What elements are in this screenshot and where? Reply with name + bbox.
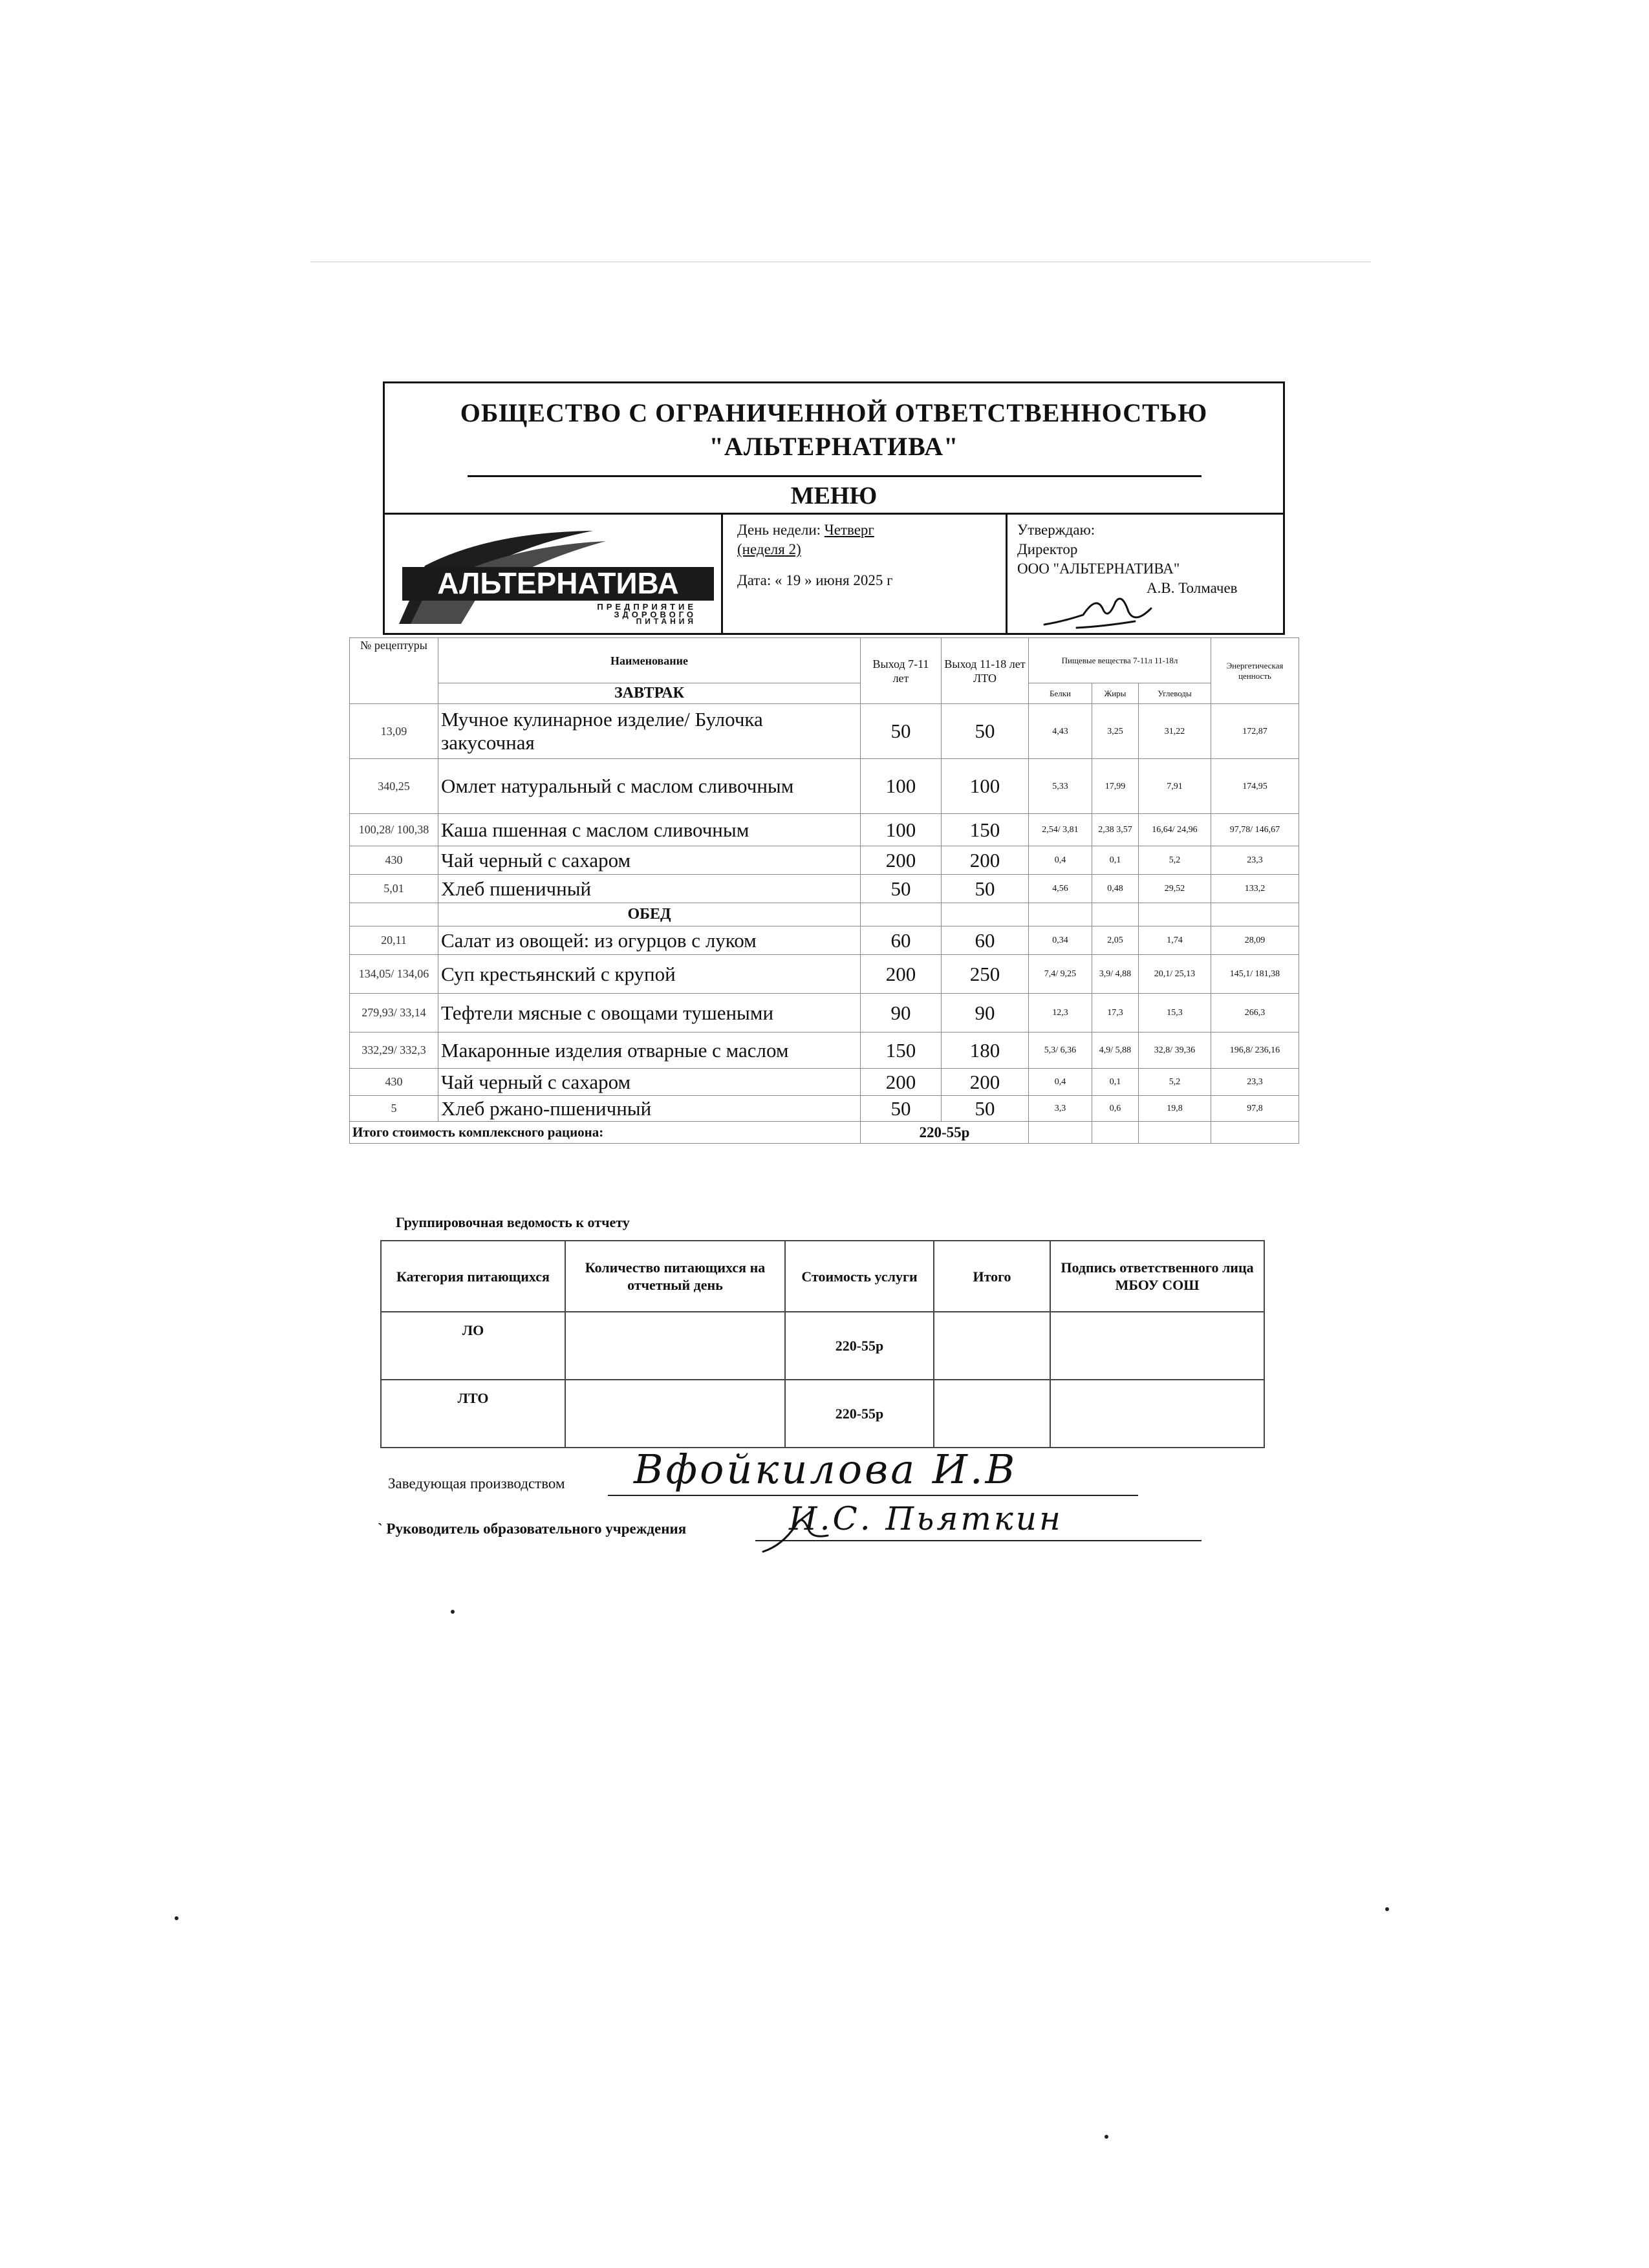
protein: 12,3	[1029, 994, 1092, 1032]
carbs: 7,91	[1139, 759, 1211, 814]
energy: 172,87	[1211, 704, 1299, 759]
output-7-11: 200	[861, 1069, 942, 1096]
logo-name: АЛЬТЕРНАТИВА	[437, 566, 679, 600]
day-value: Четверг	[824, 522, 874, 538]
dish-name: Хлеб пшеничный	[438, 875, 861, 903]
recipe-code: 5,01	[350, 875, 438, 903]
fat: 17,99	[1092, 759, 1139, 814]
group-header-count: Количество питающихся на отчетный день	[565, 1241, 785, 1312]
dish-name: Омлет натуральный с маслом сливочным	[438, 759, 861, 814]
recipe-code: 430	[350, 1069, 438, 1096]
group-total	[934, 1312, 1050, 1380]
menu-table	[349, 637, 1299, 1144]
energy: 145,1/ 181,38	[1211, 955, 1299, 994]
col-header-carbs: Углеводы	[1139, 683, 1211, 704]
table-row	[350, 1032, 1299, 1069]
output-7-11: 60	[861, 926, 942, 955]
date-label: Дата:	[737, 572, 771, 588]
protein: 2,54/ 3,81	[1029, 814, 1092, 846]
table-row	[350, 759, 1299, 814]
output-7-11: 150	[861, 1032, 942, 1069]
fat: 2,05	[1092, 926, 1139, 955]
week-label: (неделя 2)	[737, 541, 801, 557]
dish-name: Чай черный с сахаром	[438, 846, 861, 875]
output-7-11: 50	[861, 1096, 942, 1122]
group-row	[381, 1380, 1264, 1448]
dish-name: Каша пшенная с маслом сливочным	[438, 814, 861, 846]
approve-org: ООО "АЛЬТЕРНАТИВА"	[1017, 561, 1180, 577]
approve-role: Директор	[1017, 541, 1078, 557]
carbs: 15,3	[1139, 994, 1211, 1032]
protein: 7,4/ 9,25	[1029, 955, 1092, 994]
group-total	[934, 1380, 1050, 1448]
group-signature	[1050, 1312, 1264, 1380]
org-line-2: "АЛЬТЕРНАТИВА"	[709, 432, 959, 461]
output-7-11: 100	[861, 759, 942, 814]
table-row	[350, 994, 1299, 1032]
logo-tagline-3: ПИТАНИЯ	[636, 617, 696, 624]
header-rule	[468, 475, 1202, 477]
section-breakfast: ЗАВТРАК	[438, 683, 861, 704]
protein: 0,34	[1029, 926, 1092, 955]
output-7-11: 50	[861, 704, 942, 759]
dish-name: Чай черный с сахаром	[438, 1069, 861, 1096]
day-block	[737, 520, 996, 590]
fat: 3,9/ 4,88	[1092, 955, 1139, 994]
fat: 0,1	[1092, 1069, 1139, 1096]
group-header-row	[381, 1241, 1264, 1312]
output-11-18: 50	[942, 704, 1029, 759]
table-row	[350, 875, 1299, 903]
carbs: 19,8	[1139, 1096, 1211, 1122]
table-row	[350, 955, 1299, 994]
director-label: ` Руководитель образовательного учреждения	[378, 1521, 687, 1537]
director-approval-signature	[1038, 589, 1161, 634]
recipe-code: 100,28/ 100,38	[350, 814, 438, 846]
scan-speck	[1385, 1907, 1389, 1911]
scan-speck	[451, 1610, 455, 1614]
scan-speck	[175, 1916, 178, 1920]
protein: 4,56	[1029, 875, 1092, 903]
date-value: « 19 » июня 2025 г	[774, 572, 893, 588]
table-row	[350, 1069, 1299, 1096]
table-subheader-row	[350, 683, 1299, 704]
output-11-18: 60	[942, 926, 1029, 955]
output-11-18: 50	[942, 875, 1029, 903]
approve-name: А.В. Толмачев	[1147, 580, 1238, 596]
approval-block	[1017, 520, 1282, 598]
group-title: Группировочная ведомость к отчету	[396, 1214, 630, 1230]
recipe-code: 279,93/ 33,14	[350, 994, 438, 1032]
recipe-code: 20,11	[350, 926, 438, 955]
director-handwritten-name: И.С. Пьяткин	[789, 1500, 1063, 1537]
col-header-output-11-18: Выход 11-18 лет ЛТО	[942, 638, 1029, 704]
col-header-fat: Жиры	[1092, 683, 1139, 704]
approve-label: Утверждаю:	[1017, 522, 1095, 538]
group-cost: 220-55р	[785, 1380, 934, 1448]
output-11-18: 200	[942, 1069, 1029, 1096]
header-column-divider	[721, 513, 723, 635]
output-7-11: 200	[861, 955, 942, 994]
dish-name: Тефтели мясные с овощами тушеными	[438, 994, 861, 1032]
carbs: 5,2	[1139, 1069, 1211, 1096]
protein: 3,3	[1029, 1096, 1092, 1122]
total-label: Итого стоимость комплексного рациона:	[350, 1122, 861, 1144]
energy: 266,3	[1211, 994, 1299, 1032]
production-signature-line	[608, 1495, 1138, 1496]
col-header-nutrients: Пищевые вещества 7-11л 11-18л	[1029, 638, 1211, 683]
protein: 5,3/ 6,36	[1029, 1032, 1092, 1069]
fat: 2,38 3,57	[1092, 814, 1139, 846]
recipe-code: 340,25	[350, 759, 438, 814]
carbs: 20,1/ 25,13	[1139, 955, 1211, 994]
carbs: 31,22	[1139, 704, 1211, 759]
col-header-name: Наименование	[438, 638, 861, 683]
col-header-energy: Энергетическая ценность	[1211, 638, 1299, 704]
energy: 174,95	[1211, 759, 1299, 814]
protein: 0,4	[1029, 846, 1092, 875]
table-row	[350, 846, 1299, 875]
col-header-recipe-no: № рецептуры	[350, 638, 438, 704]
output-11-18: 180	[942, 1032, 1029, 1069]
table-row	[350, 704, 1299, 759]
company-logo	[399, 527, 716, 624]
production-manager-label: Заведующая производством	[388, 1475, 565, 1492]
output-11-18: 90	[942, 994, 1029, 1032]
recipe-code: 13,09	[350, 704, 438, 759]
group-count	[565, 1312, 785, 1380]
dish-name: Хлеб ржано-пшеничный	[438, 1096, 861, 1122]
output-11-18: 50	[942, 1096, 1029, 1122]
output-7-11: 100	[861, 814, 942, 846]
document-header	[383, 381, 1285, 635]
output-11-18: 100	[942, 759, 1029, 814]
table-row	[350, 926, 1299, 955]
energy: 23,3	[1211, 1069, 1299, 1096]
group-count	[565, 1380, 785, 1448]
carbs: 16,64/ 24,96	[1139, 814, 1211, 846]
recipe-code: 430	[350, 846, 438, 875]
recipe-code: 134,05/ 134,06	[350, 955, 438, 994]
protein: 5,33	[1029, 759, 1092, 814]
dish-name: Салат из овощей: из огурцов с луком	[438, 926, 861, 955]
section-row	[350, 903, 1299, 926]
group-table	[380, 1240, 1265, 1448]
scan-speck	[1105, 2135, 1108, 2139]
energy: 97,78/ 146,67	[1211, 814, 1299, 846]
group-category: ЛО	[381, 1312, 565, 1380]
output-11-18: 150	[942, 814, 1029, 846]
table-header-row	[350, 638, 1299, 683]
recipe-code: 332,29/ 332,3	[350, 1032, 438, 1069]
day-label: День недели:	[737, 522, 821, 538]
total-row	[350, 1122, 1299, 1144]
energy: 28,09	[1211, 926, 1299, 955]
protein: 4,43	[1029, 704, 1092, 759]
group-header-signature: Подпись ответственного лица МБОУ СОШ	[1050, 1241, 1264, 1312]
energy: 23,3	[1211, 846, 1299, 875]
menu-title: МЕНЮ	[790, 482, 878, 509]
recipe-code: 5	[350, 1096, 438, 1122]
header-column-divider	[1006, 513, 1008, 635]
table-row	[350, 1096, 1299, 1122]
fat: 4,9/ 5,88	[1092, 1032, 1139, 1069]
total-value: 220-55р	[861, 1122, 1029, 1144]
logo-tagline-2: ЗДОРОВОГО	[614, 610, 696, 619]
carbs: 29,52	[1139, 875, 1211, 903]
fat: 17,3	[1092, 994, 1139, 1032]
org-line-1: ОБЩЕСТВО С ОГРАНИЧЕННОЙ ОТВЕТСТВЕННОСТЬЮ	[460, 398, 1208, 427]
output-7-11: 200	[861, 846, 942, 875]
energy: 97,8	[1211, 1096, 1299, 1122]
carbs: 32,8/ 39,36	[1139, 1032, 1211, 1069]
organization-name	[385, 396, 1283, 464]
section-lunch: ОБЕД	[438, 903, 861, 926]
dish-name: Макаронные изделия отварные с маслом	[438, 1032, 861, 1069]
group-cost: 220-55р	[785, 1312, 934, 1380]
group-header-category: Категория питающихся	[381, 1241, 565, 1312]
protein: 0,4	[1029, 1069, 1092, 1096]
dish-name: Мучное кулинарное изделие/ Булочка закусочная	[438, 704, 861, 759]
energy: 133,2	[1211, 875, 1299, 903]
col-header-output-7-11: Выход 7-11 лет	[861, 638, 942, 704]
production-handwritten-name: Вфойкилова И.В	[634, 1446, 1018, 1493]
output-7-11: 50	[861, 875, 942, 903]
output-11-18: 250	[942, 955, 1029, 994]
group-header-total: Итого	[934, 1241, 1050, 1312]
director-signature-flourish	[757, 1500, 834, 1558]
scan-artifact-line	[310, 261, 1371, 262]
logo-tagline-1: ПРЕДПРИЯТИЕ	[597, 602, 696, 612]
fat: 0,1	[1092, 846, 1139, 875]
header-divider	[385, 513, 1283, 515]
fat: 0,48	[1092, 875, 1139, 903]
output-11-18: 200	[942, 846, 1029, 875]
energy: 196,8/ 236,16	[1211, 1032, 1299, 1069]
dish-name: Суп крестьянский с крупой	[438, 955, 861, 994]
carbs: 5,2	[1139, 846, 1211, 875]
group-row	[381, 1312, 1264, 1380]
carbs: 1,74	[1139, 926, 1211, 955]
output-7-11: 90	[861, 994, 942, 1032]
group-signature	[1050, 1380, 1264, 1448]
group-header-cost: Стоимость услуги	[785, 1241, 934, 1312]
fat: 0,6	[1092, 1096, 1139, 1122]
table-row	[350, 814, 1299, 846]
fat: 3,25	[1092, 704, 1139, 759]
group-category: ЛТО	[381, 1380, 565, 1448]
col-header-protein: Белки	[1029, 683, 1092, 704]
